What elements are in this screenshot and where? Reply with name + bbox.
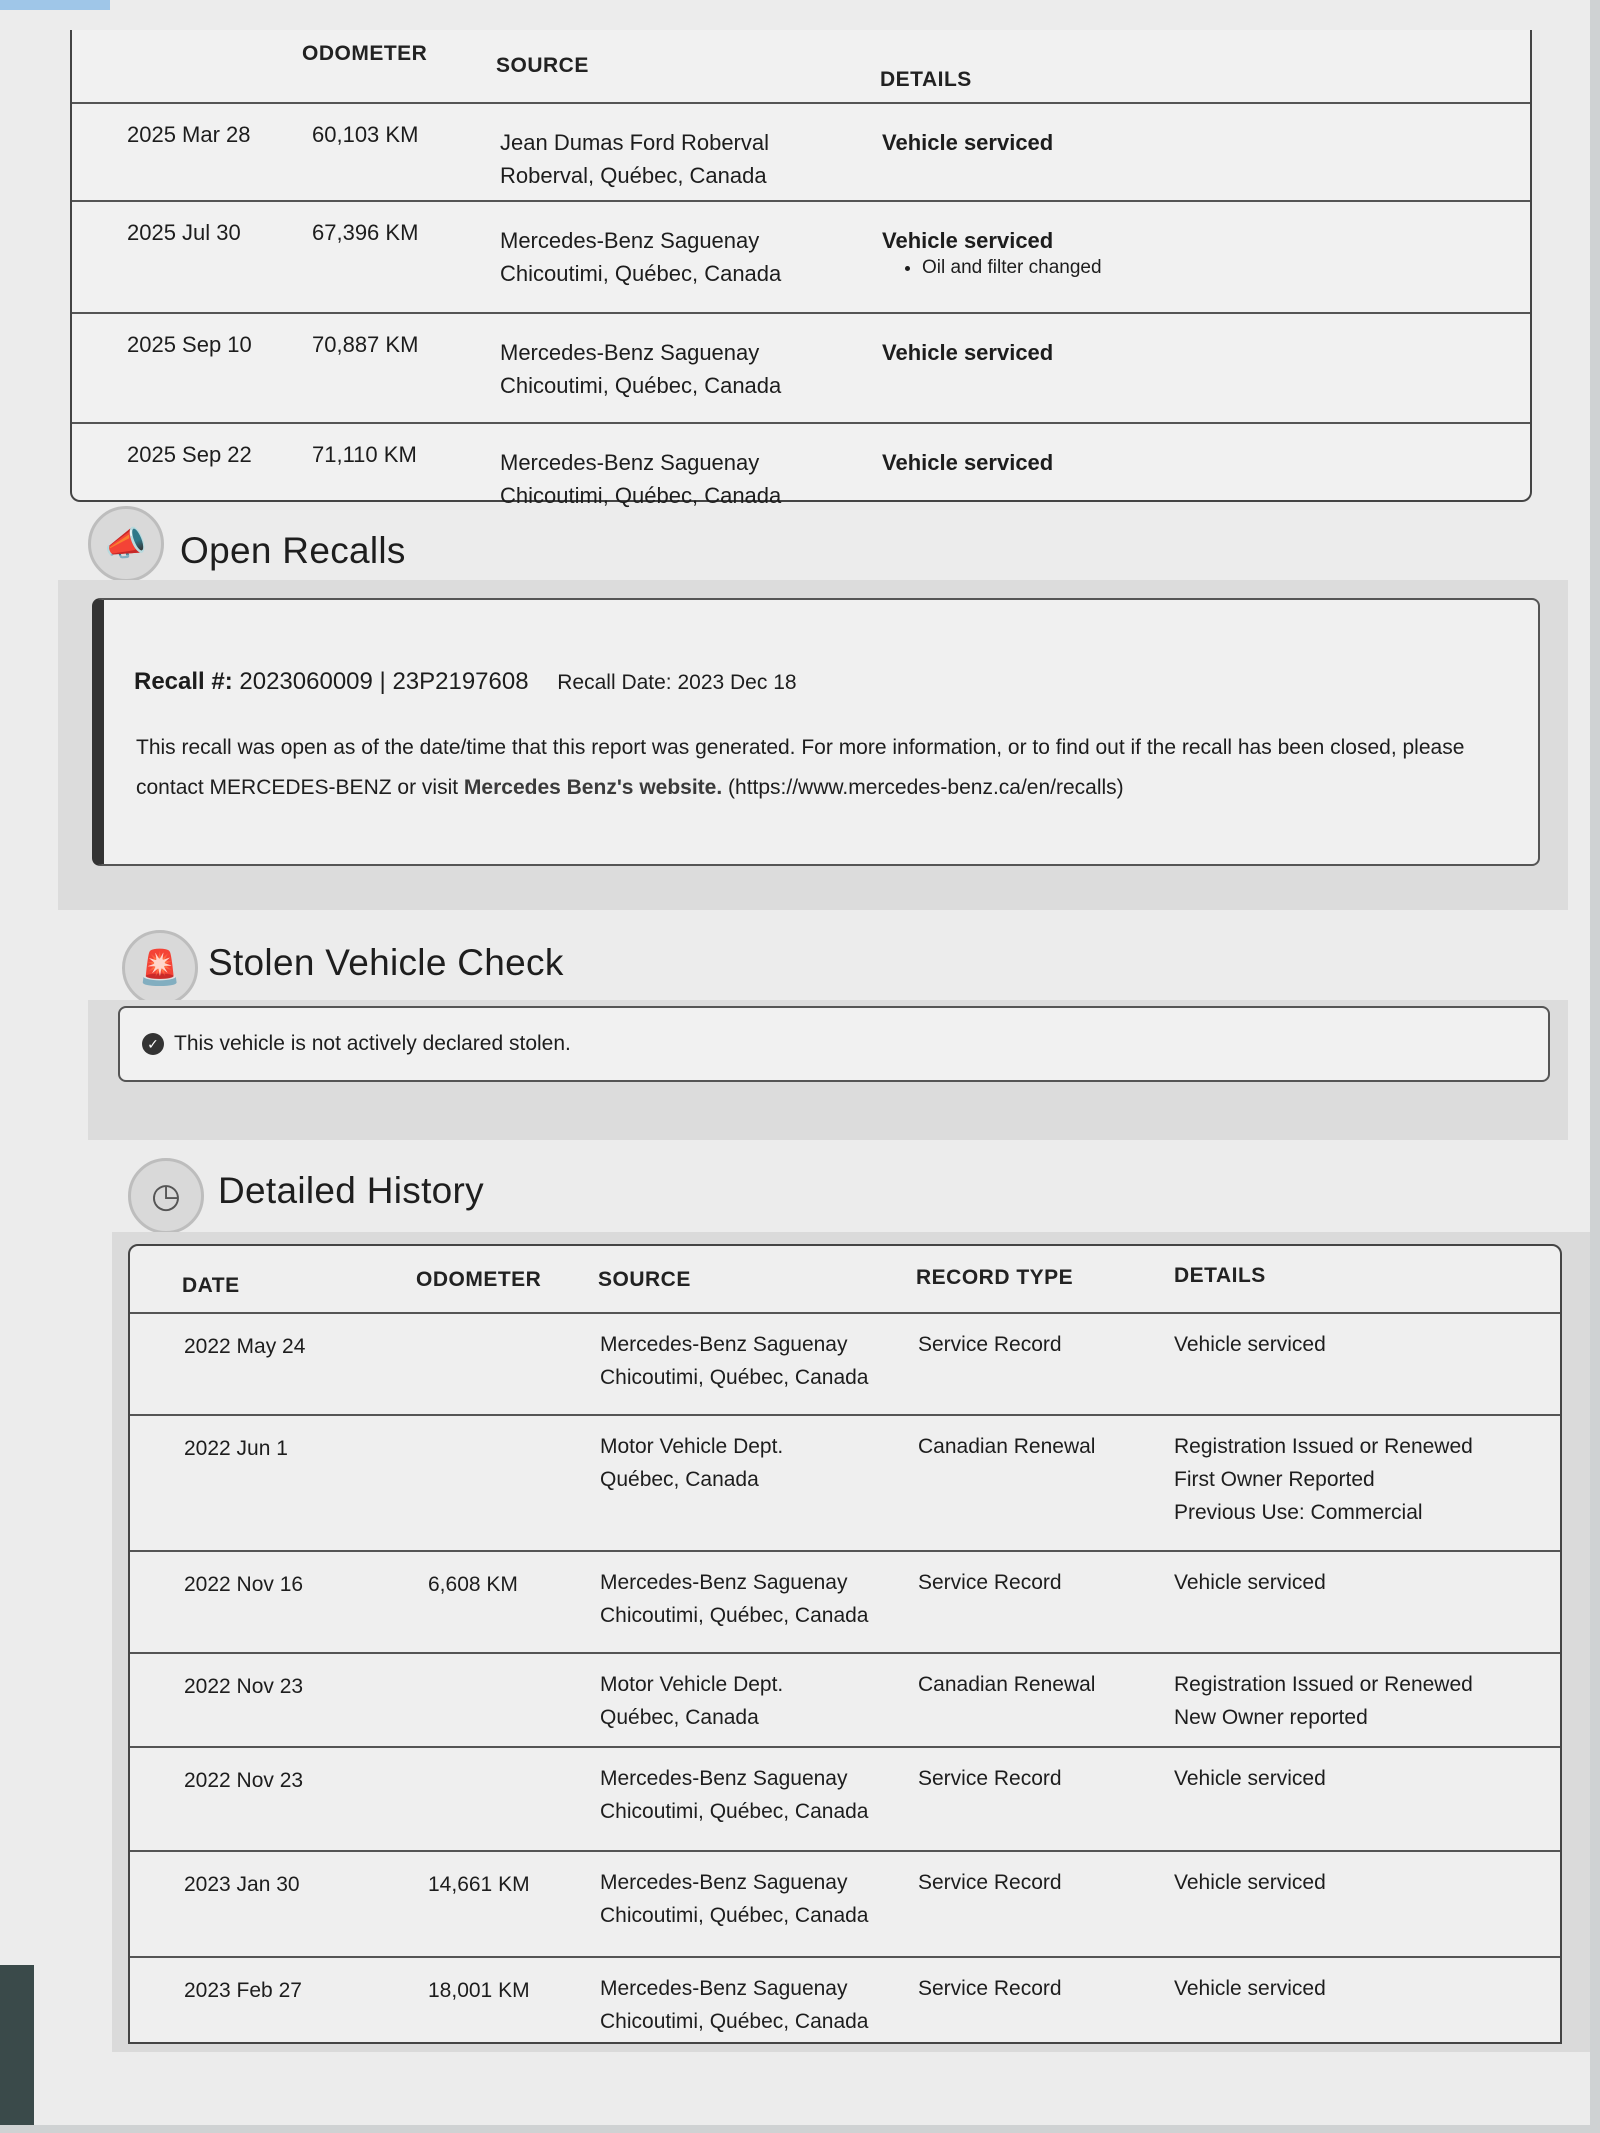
source-name: Mercedes-Benz Saguenay [600,1977,848,2000]
service-row [72,200,1530,312]
row-odometer: 60,103 KM [312,122,419,147]
row-source [600,1328,868,1394]
detail-line: Vehicle serviced [1174,1977,1326,2000]
page-corner [0,0,110,10]
row-source [500,224,781,290]
row-record-type: Service Record [918,1871,1062,1894]
detail-line: Previous Use: Commercial [1174,1501,1423,1524]
row-date: 2025 Sep 22 [127,442,252,467]
service-table-header [72,30,1530,102]
row-odometer: 18,001 KM [428,1979,530,2002]
stolen-status-text: This vehicle is not actively declared stolen. [174,1032,571,1055]
history-row [130,1956,1560,2050]
col-date: DATE [182,1274,240,1297]
row-source [500,126,769,192]
history-table-header [130,1246,1560,1312]
source-location: Chicoutimi, Québec, Canada [600,1800,869,1823]
detail-note: • Oil and filter changed [922,257,1102,279]
detail-line: Vehicle serviced [1174,1333,1326,1356]
row-source [500,336,781,402]
detail-line: Vehicle serviced [1174,1571,1326,1594]
row-details [1174,1668,1473,1734]
stolen-status-card [118,1006,1550,1082]
source-name: Mercedes-Benz Saguenay [600,1333,848,1356]
recall-url: (https://www.mercedes-benz.ca/en/recalls) [728,776,1124,799]
history-table [128,1244,1562,2044]
background-edge [0,1965,34,2125]
source-name: Motor Vehicle Dept. [600,1435,784,1458]
source-location: Chicoutimi, Québec, Canada [600,1904,869,1927]
detail-line: First Owner Reported [1174,1468,1375,1491]
source-location: Chicoutimi, Québec, Canada [500,373,782,398]
source-location: Chicoutimi, Québec, Canada [500,483,782,508]
source-location: Roberval, Québec, Canada [500,163,767,188]
source-name: Mercedes-Benz Saguenay [500,450,760,475]
col-source: SOURCE [598,1268,691,1291]
megaphone-icon: 📣 [88,506,164,582]
detail-summary: Vehicle serviced [882,228,1054,253]
source-location: Québec, Canada [600,1706,759,1729]
service-row [72,422,1530,524]
col-details: DETAILS [880,68,972,91]
col-odometer: ODOMETER [416,1268,542,1291]
row-details [882,224,1102,279]
row-odometer: 70,887 KM [312,332,419,357]
row-date: 2022 Nov 23 [184,1675,304,1698]
row-odometer: 71,110 KM [312,442,417,467]
row-source [600,1566,868,1632]
row-source [600,1866,868,1932]
stolen-status-row [142,1032,571,1056]
row-details [1174,1430,1473,1529]
source-location: Chicoutimi, Québec, Canada [600,1604,869,1627]
service-row [72,312,1530,422]
history-table-body [130,1312,1560,2050]
source-location: Québec, Canada [600,1468,759,1491]
detail-line: Registration Issued or Renewed [1174,1673,1473,1696]
row-date: 2023 Feb 27 [184,1979,302,2002]
row-source [600,1430,783,1496]
row-details [1174,1328,1326,1361]
source-name: Mercedes-Benz Saguenay [600,1871,848,1894]
row-details [882,336,1053,369]
row-date: 2022 Jun 1 [184,1437,288,1460]
row-details [1174,1566,1326,1599]
recall-header [134,668,797,696]
recall-date: Recall Date: 2023 Dec 18 [557,671,797,694]
source-location: Chicoutimi, Québec, Canada [600,2010,869,2033]
row-source [500,446,781,512]
detail-line: Vehicle serviced [1174,1871,1326,1894]
row-source [600,1762,868,1828]
row-date: 2022 Nov 23 [184,1769,304,1792]
row-date: 2025 Sep 10 [127,332,252,357]
history-row [130,1652,1560,1746]
detail-line: New Owner reported [1174,1706,1368,1729]
row-record-type: Service Record [918,1333,1062,1356]
row-source [600,1972,868,2038]
history-row [130,1850,1560,1956]
row-date: 2025 Jul 30 [127,220,241,245]
row-date: 2023 Jan 30 [184,1873,300,1896]
row-record-type: Service Record [918,1571,1062,1594]
clock-icon: ◷ [128,1158,204,1234]
service-table-body [72,102,1530,524]
detail-summary: Vehicle serviced [882,130,1054,155]
row-date: 2022 May 24 [184,1335,306,1358]
detail-notes [882,257,1102,279]
open-recalls-title: Open Recalls [180,530,406,571]
source-location: Chicoutimi, Québec, Canada [500,261,782,286]
row-details [882,126,1053,159]
manufacturer-website-link[interactable]: Mercedes Benz's website. [463,776,723,799]
history-row [130,1312,1560,1414]
row-record-type: Service Record [918,1767,1062,1790]
row-details [1174,1762,1326,1795]
stolen-check-title: Stolen Vehicle Check [208,942,564,983]
source-name: Mercedes-Benz Saguenay [600,1767,848,1790]
detail-summary: Vehicle serviced [882,340,1054,365]
service-row [72,102,1530,200]
row-details [882,446,1053,479]
service-records-table [70,30,1532,508]
row-date: 2022 Nov 16 [184,1573,304,1596]
source-name: Mercedes-Benz Saguenay [500,340,760,365]
row-date: 2025 Mar 28 [127,122,251,147]
history-row [130,1746,1560,1850]
history-row [130,1414,1560,1550]
col-odometer: ODOMETER [302,42,428,65]
detail-summary: Vehicle serviced [882,450,1054,475]
source-name: Mercedes-Benz Saguenay [500,228,760,253]
row-record-type: Service Record [918,1977,1062,2000]
row-details [1174,1866,1326,1899]
detailed-history-title: Detailed History [218,1170,484,1211]
source-name: Mercedes-Benz Saguenay [600,1571,848,1594]
row-details [1174,1972,1326,2005]
history-row [130,1550,1560,1652]
detail-line: Vehicle serviced [1174,1767,1326,1790]
recall-text-body: This recall was open as of the date/time that this report was generated. For more information, or to find out if the recall has been closed, please contact MERCEDES-BENZ or visit [136,736,1465,799]
row-odometer: 67,396 KM [312,220,419,245]
source-name: Motor Vehicle Dept. [600,1673,784,1696]
source-location: Chicoutimi, Québec, Canada [600,1366,869,1389]
col-record-type: RECORD TYPE [916,1266,1074,1289]
recall-label: Recall #: [134,668,233,695]
recall-description [136,728,1516,808]
row-source [600,1668,783,1734]
source-name: Jean Dumas Ford Roberval [500,130,770,155]
detail-line: Registration Issued or Renewed [1174,1435,1473,1458]
row-record-type: Canadian Renewal [918,1673,1096,1696]
recall-number: 2023060009 | 23P2197608 [239,668,529,695]
recall-card [92,598,1540,866]
row-odometer: 6,608 KM [428,1573,518,1596]
col-source: SOURCE [496,54,589,77]
check-circle-icon: ✓ [142,1033,164,1055]
row-record-type: Canadian Renewal [918,1435,1096,1458]
row-odometer: 14,661 KM [428,1873,530,1896]
siren-icon: 🚨 [122,930,198,1006]
col-details: DETAILS [1174,1264,1266,1287]
